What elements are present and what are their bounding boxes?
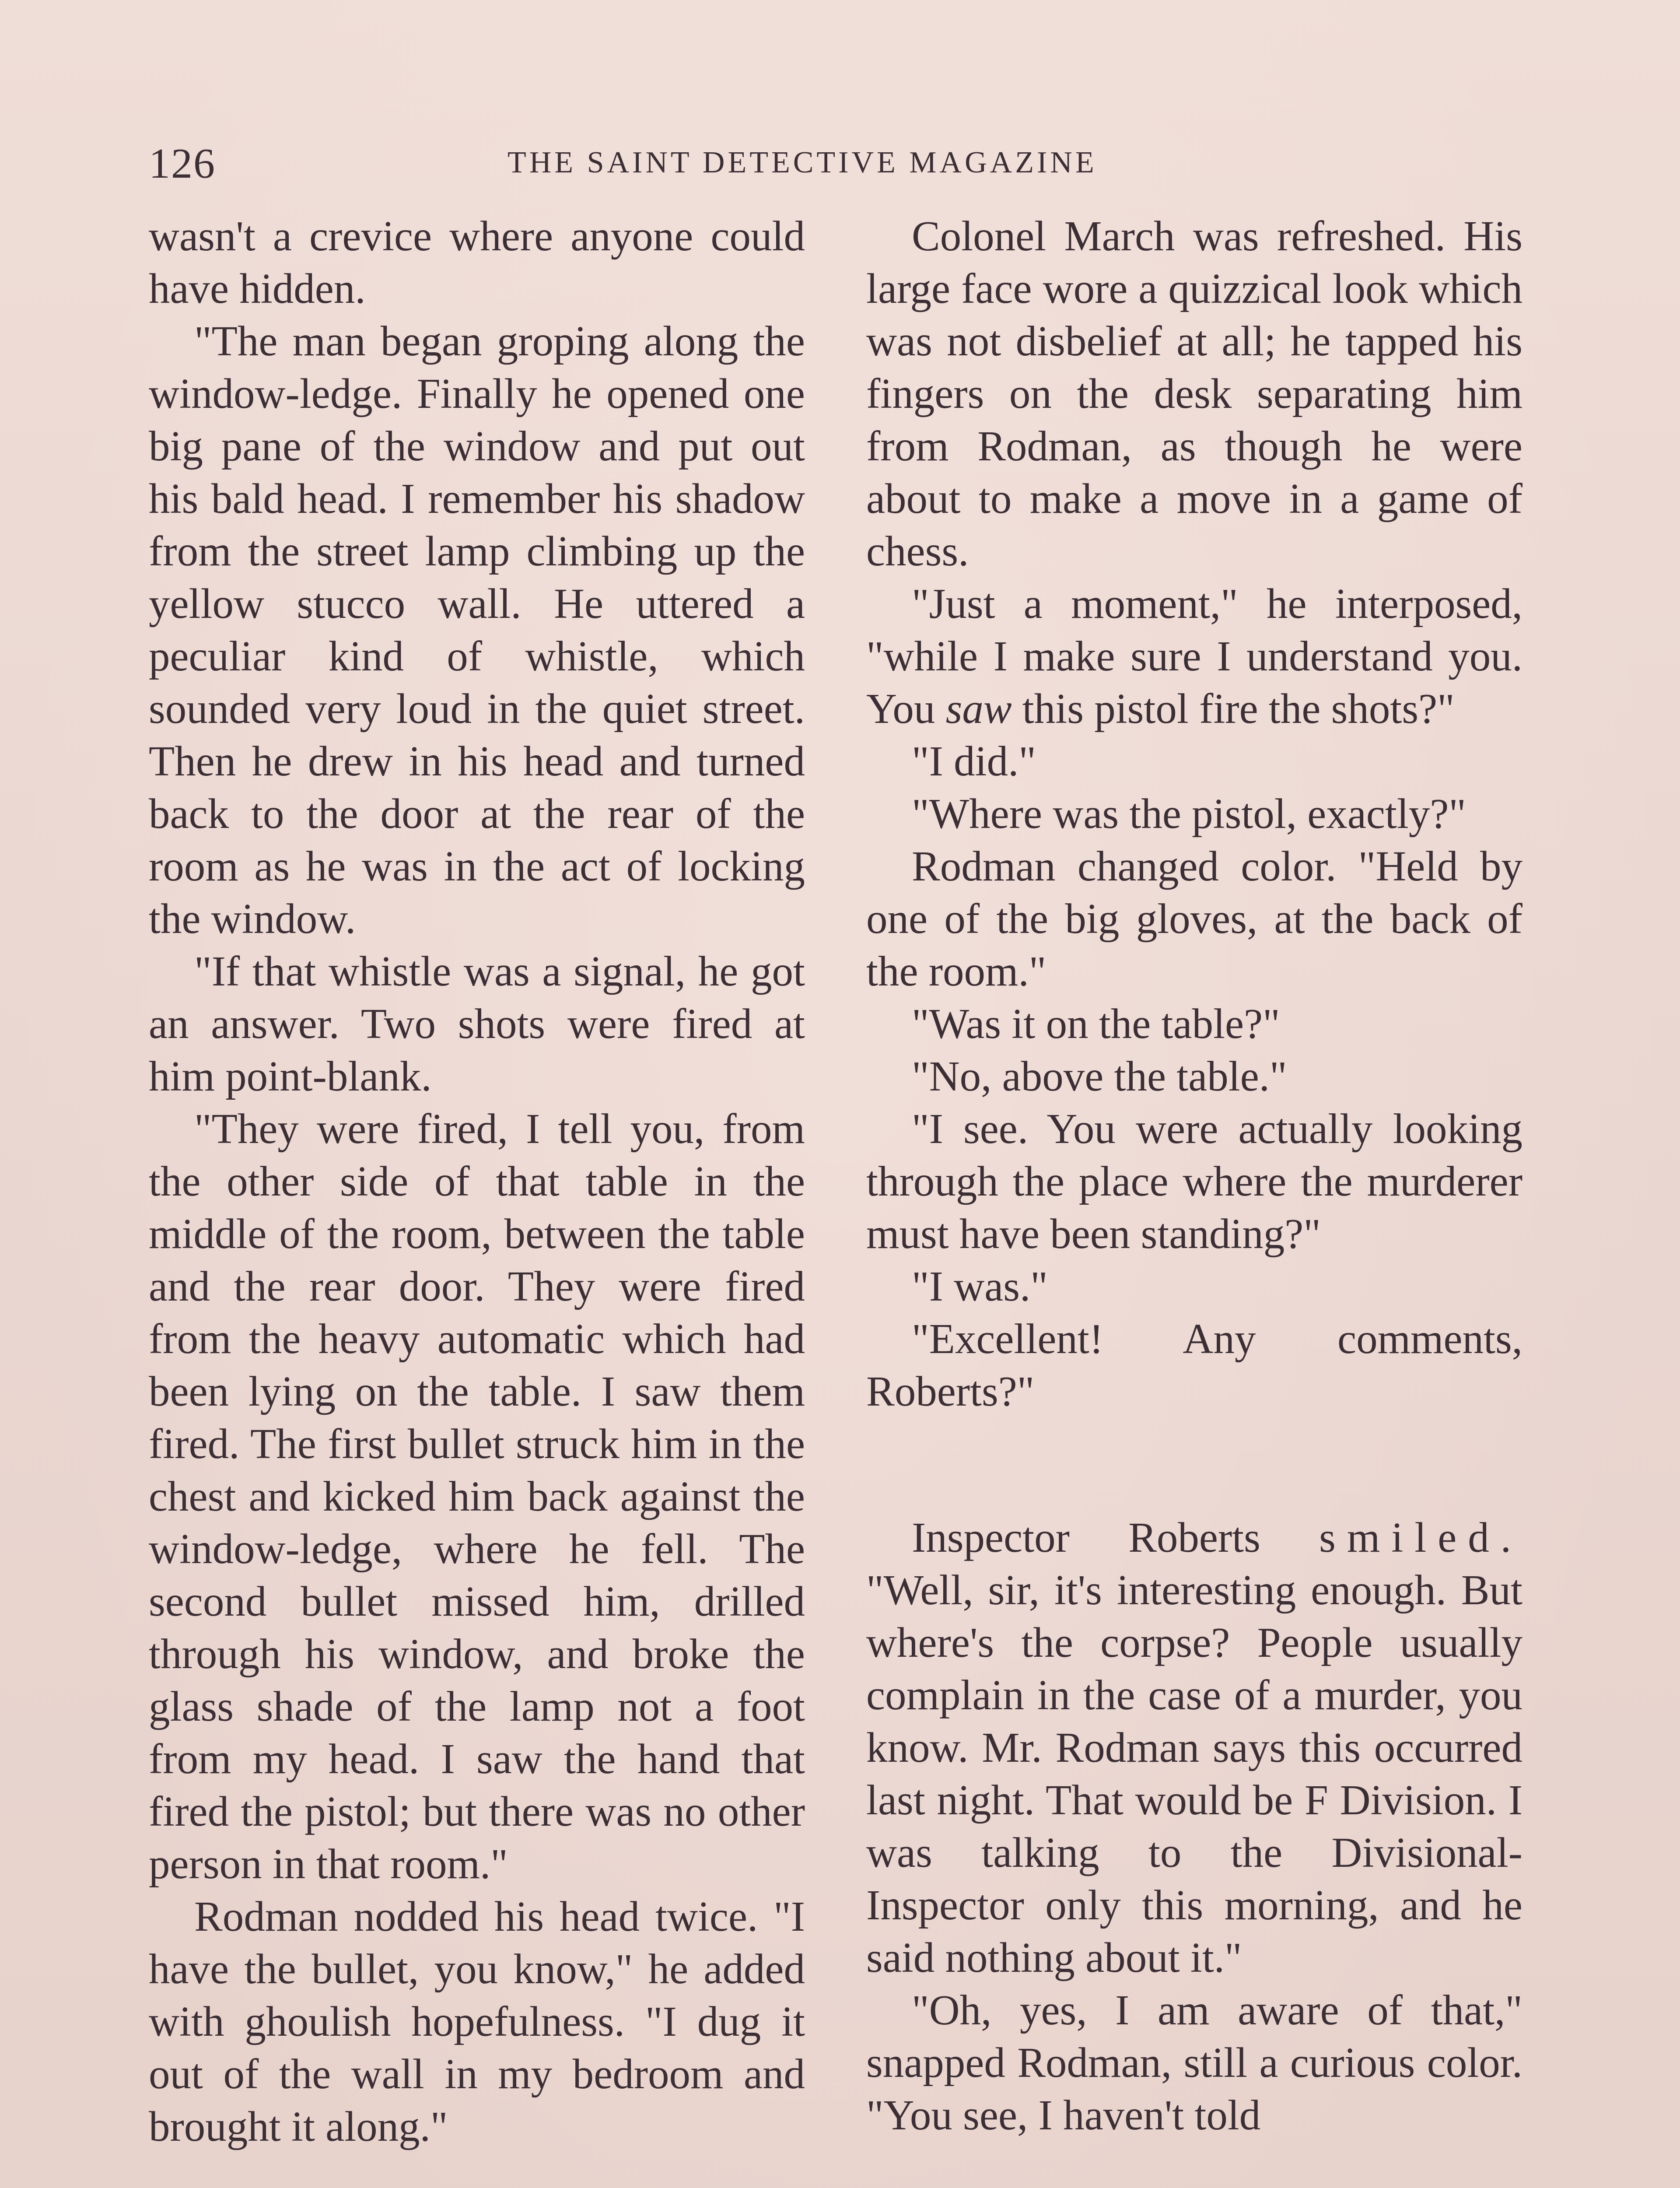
paragraph: "Oh, yes, I am aware of that," snapped Rodman, still a curious color. "You see, I haven't told — [866, 1987, 1522, 2139]
right-column — [866, 210, 1522, 2142]
paragraph: "If that whistle was a signal, he got an answer. Two shots were fired at him point-blank. — [149, 948, 805, 1100]
section-break-paragraph — [866, 1511, 1522, 1984]
page-number: 126 — [149, 140, 216, 187]
italic-text: saw — [945, 685, 1012, 732]
running-title: THE SAINT DETECTIVE MAGAZINE — [508, 146, 1097, 179]
spaced-text: smiled. — [1319, 1514, 1522, 1561]
text-run: this pistol fire the shots?" — [1012, 685, 1455, 732]
paragraph: "I did." — [912, 738, 1036, 785]
text-run: "Well, sir, it's interesting enough. But where's the corpse? People usually complain in the case of a murder, you know. Mr. Rodman says this occurred last night. That would be F Division. I was talking to the Divisional-Inspector only this morning, and he said nothing about it." — [866, 1567, 1522, 1981]
left-column — [149, 210, 805, 2153]
paragraph: "They were fired, I tell you, from the other side of that table in the middle of the room, between the table and the rear door. They were fired from the heavy automatic which had been lying on the table. I saw them fired. The first bullet struck him in the chest and kicked him back against the window-ledge, where he fell. The second bullet missed him, drilled through his window, and broke the glass shade of the lamp not a foot from my head. I saw the hand that fired the pistol; but there was no other person in that room." — [149, 1105, 805, 1887]
paragraph — [866, 578, 1522, 735]
paragraph: "The man began groping along the window-ledge. Finally he opened one big pane of the window and put out his bald head. I remember his shadow from the street lamp climbing up the yellow stucco wall. He uttered a peculiar kind of whistle, which sounded very loud in the quiet street. Then he drew in his head and turned back to the door at the rear of the room as he was in the act of locking the window. — [149, 318, 805, 942]
paragraph: wasn't a crevice where anyone could have hidden. — [149, 213, 805, 312]
paragraph: "Was it on the table?" — [912, 1000, 1280, 1047]
paragraph: Rodman changed color. "Held by one of the big gloves, at the back of the room." — [866, 843, 1522, 995]
paragraph: "Where was the pistol, exactly?" — [912, 790, 1466, 837]
paragraph: Rodman nodded his head twice. "I have the bullet, you know," he added with ghoulish hopefulness. "I dug it out of the wall in my bedroom and brought it along." — [149, 1893, 805, 2150]
text-run: Inspector Roberts — [912, 1514, 1320, 1561]
page-header — [149, 139, 1531, 192]
text-run: "Just a moment," he interposed, "while I make sure I understand you. You — [866, 580, 1522, 732]
paragraph: "Excellent! Any comments, Roberts?" — [866, 1315, 1522, 1415]
paragraph: Colonel March was refreshed. His large face wore a quizzical look which was not disbelief at all; he tapped his fingers on the desk separating him from Rodman, as though he were about to make a move in a game of chess. — [866, 213, 1522, 575]
paragraph: "I see. You were actually looking through the place where the murderer must have been standing?" — [866, 1105, 1522, 1257]
paragraph: "I was." — [912, 1263, 1048, 1310]
paragraph: "No, above the table." — [912, 1053, 1287, 1100]
